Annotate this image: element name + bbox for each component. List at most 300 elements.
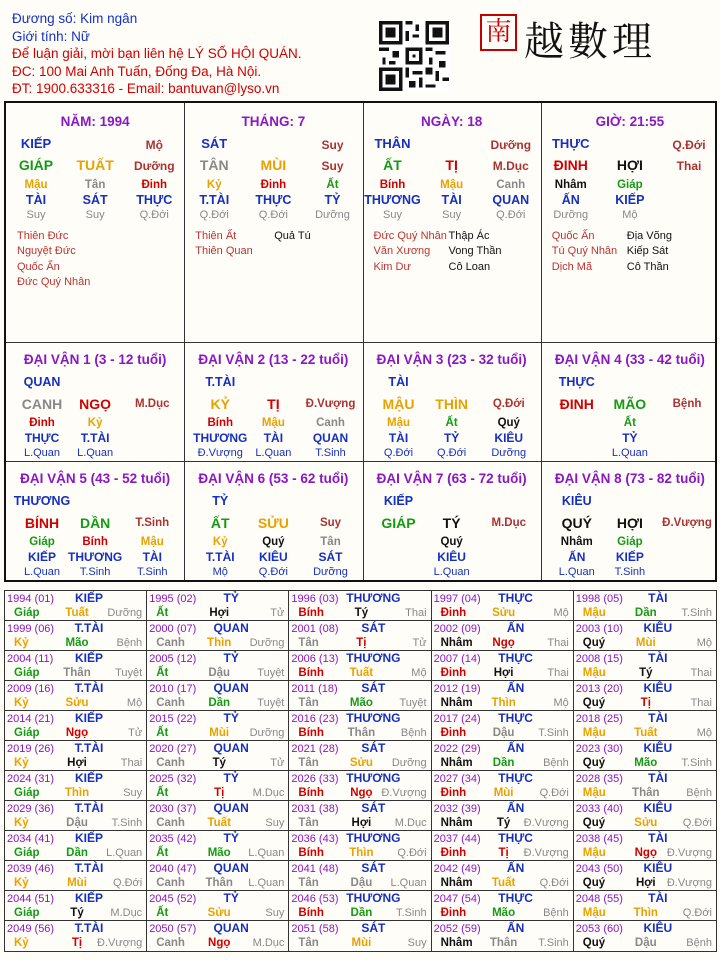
year-label: 2020 (27) <box>149 743 197 755</box>
year-phase: T.Sinh <box>681 607 712 619</box>
earthly-branch: TỊ <box>445 157 458 173</box>
main-god: QUAN <box>23 375 61 389</box>
year-branch: Mùi <box>67 877 87 889</box>
hidden-god: TÀI <box>388 431 409 445</box>
year-god: T.TÀI <box>74 861 104 875</box>
star-good: Nguyệt Đức <box>17 245 76 258</box>
year-phase: Mộ <box>696 637 712 649</box>
year-god: T.TÀI <box>74 921 104 935</box>
star-good: Thiên Ất <box>195 230 237 242</box>
hidden-stem: Giáp <box>617 179 643 191</box>
year-label: 2013 (20) <box>575 683 623 695</box>
hidden-god: TÀI <box>25 193 47 207</box>
year-label: 2040 (47) <box>149 863 197 875</box>
year-cell <box>574 861 716 891</box>
hidden-god: TỶ <box>443 431 460 445</box>
year-phase: M.Dục <box>110 907 143 919</box>
year-cell <box>574 681 716 711</box>
year-branch: Thân <box>347 727 376 739</box>
year-stem: Canh <box>156 637 185 649</box>
year-phase: Suy <box>265 907 285 919</box>
year-stem: Quý <box>582 937 606 949</box>
year-stem: Nhâm <box>440 937 473 949</box>
year-stem: Nhâm <box>440 817 473 829</box>
year-god: SÁT <box>361 621 386 635</box>
star-good: Dịch Mã <box>551 260 593 273</box>
year-phase: Q.Đới <box>112 877 143 889</box>
year-label: 2006 (13) <box>291 653 339 665</box>
year-god: ẤN <box>506 861 525 875</box>
hidden-stem: Mậu <box>387 417 410 429</box>
hidden-god: THƯƠNG <box>193 431 248 445</box>
year-stem: Ất <box>156 667 169 679</box>
year-branch: Sửu <box>492 607 516 619</box>
qr-code-icon <box>379 21 449 91</box>
hidden-stem: Tân <box>84 179 106 191</box>
year-stem: Mậu <box>582 727 606 739</box>
year-god: THƯƠNG <box>346 651 401 665</box>
year-branch: Thìn <box>349 847 374 859</box>
year-stem: Quý <box>582 637 606 649</box>
year-cell <box>147 651 289 681</box>
year-stem: Bính <box>298 907 324 919</box>
hidden-stem: Nhâm <box>560 536 593 548</box>
year-label: 2005 (12) <box>149 653 197 665</box>
year-cell <box>289 861 431 891</box>
phase: Suy <box>319 517 342 529</box>
year-label: 2030 (37) <box>149 803 197 815</box>
chart-grid <box>4 101 717 582</box>
year-branch: Thân <box>63 667 91 679</box>
year-god: THỰC <box>498 711 533 725</box>
year-stem: Canh <box>156 697 185 709</box>
hidden-stem: Mậu <box>140 536 164 548</box>
year-phase: Đ.Vượng <box>97 937 143 949</box>
year-god: TÀI <box>648 891 668 905</box>
year-cell <box>147 771 289 801</box>
year-label: 2048 (55) <box>575 893 623 905</box>
year-branch: Dậu <box>350 877 373 889</box>
year-phase: M.Dục <box>252 937 285 949</box>
hidden-god: SÁT <box>82 193 108 207</box>
year-label: 1999 (06) <box>7 623 55 635</box>
year-god: TỶ <box>223 891 239 905</box>
year-branch: Hợi <box>351 817 372 829</box>
year-cell <box>289 801 431 831</box>
star-good: Tú Quý Nhân <box>551 245 618 258</box>
year-stem: Bính <box>298 667 324 679</box>
year-cell <box>147 621 289 651</box>
year-stem: Mậu <box>582 787 606 799</box>
year-phase: Dưỡng <box>107 607 143 619</box>
year-stem: Kỷ <box>14 637 29 649</box>
year-label: 1995 (02) <box>149 593 197 605</box>
year-god: T.TÀI <box>74 621 104 635</box>
year-label: 2019 (26) <box>7 743 55 755</box>
year-stem: Canh <box>156 937 185 949</box>
year-label: 2018 (25) <box>575 713 623 725</box>
star-good: Kim Dư <box>373 260 411 273</box>
year-label: 2022 (29) <box>433 743 481 755</box>
year-god: TỶ <box>223 651 239 665</box>
heavenly-stem: KỶ <box>210 396 230 412</box>
year-branch: Mão <box>207 847 231 859</box>
year-god: THỰC <box>498 651 533 665</box>
year-god: TÀI <box>648 591 668 605</box>
year-branch: Sửu <box>349 757 373 769</box>
year-branch: Thìn <box>633 907 658 919</box>
hidden-stem: Canh <box>316 417 345 429</box>
hidden-stem: Đinh <box>260 179 287 191</box>
earthly-branch: TÝ <box>442 515 461 531</box>
year-label: 2042 (49) <box>433 863 481 875</box>
hidden-stem: Mậu <box>440 179 464 191</box>
year-branch: Mão <box>634 757 658 769</box>
hidden-god: TÀI <box>441 193 462 207</box>
year-label: 2021 (28) <box>291 743 339 755</box>
hidden-stem: Ất <box>445 417 458 429</box>
year-god: SÁT <box>361 861 386 875</box>
year-branch: Dần <box>634 607 657 619</box>
year-branch: Mão <box>492 907 516 919</box>
year-god: SÁT <box>361 741 386 755</box>
year-god: SÁT <box>361 801 386 815</box>
year-cell <box>289 891 431 921</box>
hidden-phase: Q.Đới <box>139 209 169 221</box>
heavenly-stem: QUÝ <box>561 515 592 531</box>
year-stem: Ất <box>156 787 169 799</box>
gender: Giới tính: Nữ <box>12 28 90 44</box>
year-phase: Tuyệt <box>115 667 143 679</box>
dai-van-2 <box>184 343 362 461</box>
hidden-god: KIÊU <box>494 431 524 445</box>
earthly-branch: MÙI <box>260 157 287 173</box>
year-branch: Tị <box>214 787 225 799</box>
year-phase: Mộ <box>126 697 143 709</box>
year-god: TÀI <box>648 711 668 725</box>
year-label: 2031 (38) <box>291 803 339 815</box>
year-god: T.TÀI <box>74 801 104 815</box>
year-branch: Tị <box>498 847 509 859</box>
dai-van-5 <box>6 462 184 580</box>
year-label: 2007 (14) <box>433 653 481 665</box>
year-god: THỰC <box>498 831 533 845</box>
year-branch: Thân <box>632 787 660 799</box>
year-phase: Q.Đới <box>539 787 569 799</box>
year-cell <box>147 891 289 921</box>
dai-van-title: ĐẠI VẬN 5 (43 - 52 tuổi) <box>20 471 171 486</box>
year-phase: L.Quan <box>106 847 143 859</box>
hidden-god: THỰC <box>255 193 292 207</box>
hidden-phase: Dưỡng <box>313 566 348 578</box>
phase: M.Dục <box>492 159 529 173</box>
year-stem: Quý <box>582 817 606 829</box>
star-good: Quốc Ấn <box>17 260 60 273</box>
year-branch: Dần <box>350 907 373 919</box>
year-god: TÀI <box>648 651 668 665</box>
hidden-stem: Ất <box>623 417 636 429</box>
year-label: 2008 (15) <box>575 653 623 665</box>
hidden-god: THỰC <box>136 193 173 207</box>
year-phase: Thai <box>690 667 712 679</box>
dai-van-title: ĐẠI VẬN 2 (13 - 22 tuổi) <box>198 352 349 367</box>
phase: M.Dục <box>491 517 526 529</box>
hidden-god: T.TÀI <box>80 431 110 445</box>
year-branch: Mùi <box>351 937 372 949</box>
year-phase: T.Sinh <box>111 817 143 829</box>
year-god: TÀI <box>648 831 668 845</box>
year-cell <box>289 651 431 681</box>
year-label: 2028 (35) <box>575 773 623 785</box>
hidden-god: T.TÀI <box>205 550 235 564</box>
year-label: 2046 (53) <box>291 893 339 905</box>
hidden-phase: Suy <box>85 209 105 221</box>
year-god: THƯƠNG <box>346 831 401 845</box>
pillar-title: GIỜ: 21:55 <box>595 114 665 129</box>
hidden-phase: Đ.Vượng <box>197 447 243 459</box>
year-branch: Dậu <box>208 667 231 679</box>
year-branch: Ngọ <box>65 727 89 739</box>
year-cell <box>432 801 574 831</box>
year-god: THỰC <box>498 771 533 785</box>
year-cell <box>5 771 147 801</box>
year-god: KIẾP <box>74 771 104 785</box>
year-label: 2044 (51) <box>7 893 55 905</box>
year-stem: Đinh <box>440 907 467 919</box>
year-phase: L.Quan <box>248 877 285 889</box>
year-cell <box>5 651 147 681</box>
year-phase: Bệnh <box>686 937 712 949</box>
year-phase: T.Sinh <box>538 937 569 949</box>
dai-van-title: ĐẠI VẬN 8 (73 - 82 tuổi) <box>554 471 705 486</box>
year-cell <box>432 921 574 951</box>
year-phase: Bệnh <box>686 787 712 799</box>
year-cell <box>5 891 147 921</box>
year-label: 2001 (08) <box>291 623 339 635</box>
year-cell <box>432 591 574 621</box>
hidden-stem: Ất <box>326 179 339 191</box>
hidden-god: T.TÀI <box>199 193 230 207</box>
hidden-stem: Nhâm <box>554 179 587 191</box>
year-cell <box>5 861 147 891</box>
year-god: ẤN <box>506 741 525 755</box>
hidden-stem: Giáp <box>617 536 643 548</box>
main-god: KIÊU <box>561 494 592 508</box>
year-stem: Ất <box>156 847 169 859</box>
year-phase: Mộ <box>696 727 712 739</box>
year-stem: Giáp <box>14 907 40 919</box>
pillar-0 <box>6 103 184 342</box>
year-stem: Tân <box>298 697 319 709</box>
year-phase: L.Quan <box>248 847 285 859</box>
year-label: 1997 (04) <box>433 593 481 605</box>
year-label: 2027 (34) <box>433 773 481 785</box>
hidden-god: KIÊU <box>259 550 288 564</box>
hidden-stem: Quý <box>262 536 285 548</box>
main-god: KIẾP <box>20 136 52 151</box>
year-phase: Tuyệt <box>399 697 427 709</box>
year-phase: Bệnh <box>116 637 143 649</box>
year-cell <box>147 711 289 741</box>
year-phase: T.Sinh <box>681 757 712 769</box>
main-status: Q.Đới <box>672 138 706 152</box>
phase: Dưỡng <box>133 159 175 173</box>
heavenly-stem: ẤT <box>210 515 230 531</box>
year-branch: Ngọ <box>208 937 231 949</box>
main-god: SÁT <box>201 136 228 151</box>
year-stem: Tân <box>298 937 319 949</box>
year-cell <box>289 711 431 741</box>
year-cell <box>432 621 574 651</box>
main-status: Mộ <box>145 138 163 152</box>
year-god: ẤN <box>506 921 525 935</box>
star-other: Địa Võng <box>626 230 673 242</box>
hidden-stem: Đinh <box>29 417 55 429</box>
year-god: KIÊU <box>643 741 673 755</box>
earthly-branch: HỢI <box>616 515 643 531</box>
year-label: 2041 (48) <box>291 863 339 875</box>
main-god: TỶ <box>212 494 229 508</box>
hidden-stem: Tân <box>320 536 341 548</box>
heavenly-stem: MẬU <box>382 396 415 412</box>
star-other: Thập Ác <box>448 230 490 242</box>
year-phase: Thai <box>547 637 569 649</box>
year-label: 2032 (39) <box>433 803 481 815</box>
year-branch: Tuất <box>65 607 89 619</box>
year-cell <box>5 741 147 771</box>
pillar-title: THÁNG: 7 <box>241 114 306 129</box>
year-label: 2014 (21) <box>7 713 55 725</box>
year-branch: Sửu <box>634 817 658 829</box>
year-stem: Ất <box>156 607 169 619</box>
year-branch: Tuất <box>207 817 231 829</box>
year-cell <box>5 681 147 711</box>
year-stem: Giáp <box>14 727 40 739</box>
year-cell <box>574 651 716 681</box>
hidden-stem: Đinh <box>141 179 168 191</box>
year-stem: Mậu <box>582 667 606 679</box>
hidden-phase: L.Quan <box>611 447 648 459</box>
hidden-phase: Suy <box>383 209 402 221</box>
main-god: T.TÀI <box>205 375 236 389</box>
year-cell <box>147 921 289 951</box>
hidden-phase: Dưỡng <box>553 209 589 221</box>
year-label: 2043 (50) <box>575 863 623 875</box>
year-stem: Kỷ <box>14 817 29 829</box>
year-god: TỶ <box>223 771 239 785</box>
hidden-god: KIẾP <box>27 550 57 564</box>
year-label: 2053 (60) <box>575 923 623 935</box>
main-god: TÀI <box>388 375 409 389</box>
year-label: 2050 (57) <box>149 923 197 935</box>
year-cell <box>432 651 574 681</box>
year-label: 2036 (43) <box>291 833 339 845</box>
phase: Đ.Vượng <box>662 517 712 529</box>
year-stem: Nhâm <box>440 757 473 769</box>
year-label: 2052 (59) <box>433 923 481 935</box>
hidden-stem: Canh <box>496 179 526 191</box>
year-branch: Tý <box>496 817 511 829</box>
hidden-phase: T.Sinh <box>614 566 646 578</box>
year-stem: Canh <box>156 877 185 889</box>
earthly-branch: HỢI <box>616 157 643 173</box>
year-stem: Bính <box>298 787 324 799</box>
year-phase: Thai <box>120 757 143 769</box>
year-branch: Hợi <box>67 757 87 769</box>
year-cell <box>432 771 574 801</box>
hidden-stem: Bính <box>82 536 108 548</box>
year-branch: Ngọ <box>492 637 515 649</box>
year-phase: M.Dục <box>394 817 427 829</box>
heavenly-stem: GIÁP <box>18 157 54 173</box>
year-stem: Đinh <box>440 787 467 799</box>
heavenly-stem: CANH <box>21 396 63 412</box>
heavenly-stem: GIÁP <box>381 515 416 531</box>
year-stem: Tân <box>298 637 319 649</box>
year-phase: Mộ <box>553 697 569 709</box>
earthly-branch: THÌN <box>435 396 468 412</box>
year-phase: Bệnh <box>400 727 427 739</box>
year-label: 2039 (46) <box>7 863 55 875</box>
year-phase: Đ.Vượng <box>523 817 569 829</box>
dai-van-title: ĐẠI VẬN 7 (63 - 72 tuổi) <box>376 471 527 486</box>
year-cell <box>5 621 147 651</box>
hidden-phase: Q.Đới <box>258 209 288 221</box>
year-stem: Đinh <box>440 727 467 739</box>
year-phase: Tử <box>270 607 285 619</box>
year-stem: Quý <box>582 877 606 889</box>
year-phase: Thai <box>405 607 427 619</box>
heavenly-stem: ĐINH <box>553 157 588 173</box>
dai-van-3 <box>363 343 541 461</box>
year-cell <box>574 801 716 831</box>
hidden-phase: Q.Đới <box>258 566 288 578</box>
year-label: 2017 (24) <box>433 713 481 725</box>
phase: M.Dục <box>135 398 170 410</box>
year-branch: Ngọ <box>634 847 657 859</box>
annual-table <box>4 590 717 952</box>
year-label: 2049 (56) <box>7 923 55 935</box>
year-god: TỶ <box>223 831 239 845</box>
star-good: Đức Quý Nhân <box>373 230 447 242</box>
year-branch: Tý <box>70 907 84 919</box>
year-phase: Tuyệt <box>257 667 285 679</box>
star-other: Quả Tú <box>274 230 311 242</box>
year-branch: Hợi <box>635 877 656 889</box>
hidden-god: KIẾP <box>615 193 645 207</box>
year-stem: Đinh <box>440 607 467 619</box>
year-god: KIÊU <box>643 801 673 815</box>
year-stem: Đinh <box>440 847 467 859</box>
year-stem: Canh <box>156 817 185 829</box>
year-phase: Dưỡng <box>249 727 285 739</box>
year-phase: Q.Đới <box>682 817 712 829</box>
year-label: 2023 (30) <box>575 743 623 755</box>
hidden-god: ẤN <box>568 550 586 564</box>
year-stem: Đinh <box>440 667 467 679</box>
year-god: KIẾP <box>74 651 104 665</box>
year-label: 2051 (58) <box>291 923 339 935</box>
year-phase: Mộ <box>553 607 569 619</box>
year-god: KIẾP <box>74 891 104 905</box>
heavenly-stem: BÍNH <box>24 515 60 531</box>
hidden-phase: Mộ <box>212 566 228 578</box>
year-branch: Tị <box>640 697 651 709</box>
main-god: THÂN <box>374 136 411 151</box>
main-god: THỰC <box>558 375 595 389</box>
year-god: SÁT <box>361 681 386 695</box>
year-cell <box>147 591 289 621</box>
